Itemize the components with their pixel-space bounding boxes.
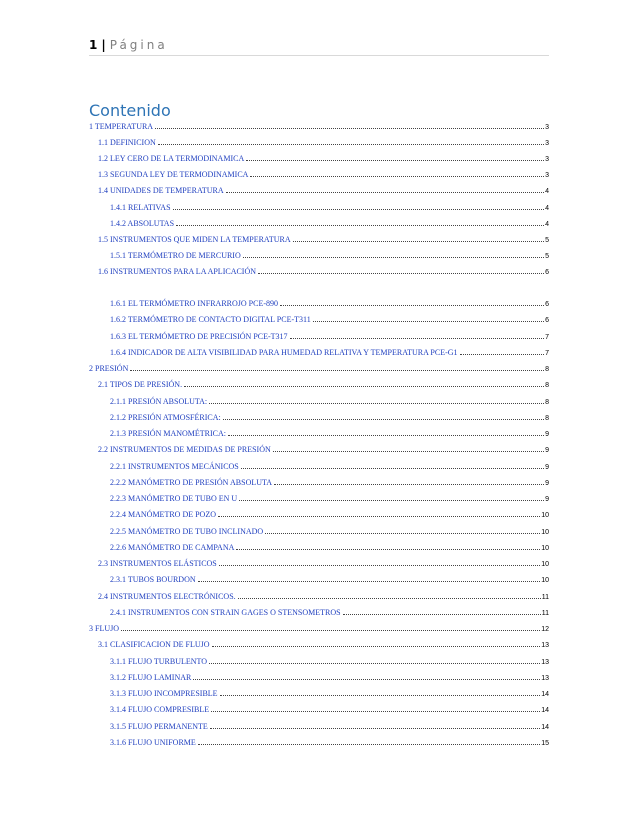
toc-entry[interactable]: [89, 377, 549, 389]
toc-entry-page: 14: [541, 691, 549, 698]
toc-entry-page: 10: [541, 529, 549, 536]
toc-entry-page: 8: [545, 415, 549, 422]
toc-leader-dots: [176, 225, 544, 226]
toc-entry-page: 13: [541, 675, 549, 682]
toc-leader-dots: [184, 386, 544, 387]
toc-leader-dots: [460, 354, 545, 355]
toc-entry-page: 7: [545, 334, 549, 341]
toc-leader-dots: [236, 549, 540, 550]
toc-entry[interactable]: [89, 410, 549, 422]
toc-entry[interactable]: [89, 702, 549, 714]
toc-entry-label: 3.1 CLASIFICACION DE FLUJO: [98, 640, 210, 649]
toc-entry-page: 8: [545, 399, 549, 406]
toc-entry-page: 7: [545, 350, 549, 357]
toc-leader-dots: [241, 468, 544, 469]
toc-entry-label: 2.1 TIPOS DE PRESIÓN.: [98, 380, 183, 389]
toc-leader-dots: [250, 176, 544, 177]
toc-leader-dots: [273, 451, 544, 452]
toc-leader-dots: [218, 516, 540, 517]
toc-entry[interactable]: [89, 572, 549, 584]
toc-entry-page: 8: [545, 382, 549, 389]
toc-entry-page: 14: [541, 724, 549, 731]
page-header: [89, 38, 549, 52]
toc-entry-label: 1.4.2 ABSOLUTAS: [110, 219, 175, 228]
toc-leader-dots: [210, 728, 540, 729]
toc-title: Contenido: [89, 101, 171, 120]
toc-entry[interactable]: [89, 216, 549, 228]
toc-leader-dots: [158, 144, 544, 145]
toc-entry-page: 10: [541, 512, 549, 519]
toc-entry[interactable]: [89, 296, 549, 308]
toc-entry-page: 4: [545, 205, 549, 212]
toc-entry-page: 10: [541, 577, 549, 584]
toc-entry-label: 3 FLUJO: [89, 624, 120, 633]
toc-entry[interactable]: [89, 719, 549, 731]
toc-leader-dots: [220, 695, 541, 696]
toc-leader-dots: [130, 370, 544, 371]
toc-entry-page: 10: [541, 561, 549, 568]
toc-entry-label: 2.2.5 MANÓMETRO DE TUBO INCLINADO: [110, 527, 264, 536]
toc-entry-page: 4: [545, 188, 549, 195]
toc-entry[interactable]: [89, 686, 549, 698]
toc-entry[interactable]: [89, 312, 549, 324]
toc-entry-label: 1.3 SEGUNDA LEY DE TERMODINAMICA: [98, 170, 249, 179]
toc-entry[interactable]: [89, 491, 549, 503]
toc-entry[interactable]: [89, 135, 549, 147]
toc-entry-page: 3: [545, 172, 549, 179]
toc-entry[interactable]: [89, 459, 549, 471]
toc-entry-page: 14: [541, 707, 549, 714]
toc-entry[interactable]: [89, 151, 549, 163]
toc-entry-page: 3: [545, 156, 549, 163]
toc-entry[interactable]: [89, 264, 549, 276]
toc-entry-label: 1.6.1 EL TERMÓMETRO INFRARROJO PCE-890: [110, 299, 279, 308]
toc-leader-dots: [343, 614, 541, 615]
toc-entry-label: 1.6.3 EL TERMÓMETRO DE PRECISIÓN PCE-T317: [110, 332, 288, 341]
toc-leader-dots: [173, 209, 545, 210]
toc-leader-dots: [243, 257, 544, 258]
toc-entry-page: 6: [545, 317, 549, 324]
toc-entry-label: 1.1 DEFINICION: [98, 138, 156, 147]
toc-entry-page: 12: [541, 626, 549, 633]
toc-leader-dots: [155, 128, 544, 129]
toc-leader-dots: [226, 192, 544, 193]
toc-entry-label: 1.5.1 TERMÓMETRO DE MERCURIO: [110, 251, 241, 260]
toc-leader-dots: [228, 435, 544, 436]
toc-entry-page: 9: [545, 480, 549, 487]
toc-leader-dots: [209, 403, 544, 404]
toc-entry-label: 2.2.2 MANÓMETRO DE PRESIÓN ABSOLUTA: [110, 478, 273, 487]
toc-entry[interactable]: [89, 621, 549, 633]
toc-entry-label: 1.6.2 TERMÓMETRO DE CONTACTO DIGITAL PCE-T311: [110, 315, 311, 324]
toc-leader-dots: [274, 484, 544, 485]
toc-entry[interactable]: [89, 524, 549, 536]
toc-entry[interactable]: [89, 637, 549, 649]
toc-entry-label: 3.1.5 FLUJO PERMANENTE: [110, 722, 208, 731]
toc-entry-label: 3.1.6 FLUJO UNIFORME: [110, 738, 196, 747]
toc-entry-label: 2.2 INSTRUMENTOS DE MEDIDAS DE PRESIÓN: [98, 445, 271, 454]
toc-entry-label: 3.1.3 FLUJO INCOMPRESIBLE: [110, 689, 218, 698]
header-separator: |: [101, 38, 106, 52]
toc-entry-label: 1.6 INSTRUMENTOS PARA LA APLICACIÓN: [98, 267, 257, 276]
toc-entry-page: 13: [541, 642, 549, 649]
toc-entry-label: 2.1.2 PRESIÓN ATMOSFÉRICA:: [110, 413, 221, 422]
toc-leader-dots: [219, 565, 540, 566]
toc-entry-page: 11: [541, 610, 549, 617]
toc-entry[interactable]: [89, 361, 549, 373]
toc-entry-label: 3.1.1 FLUJO TURBULENTO: [110, 657, 208, 666]
toc-leader-dots: [246, 160, 544, 161]
toc-entry-label: 3.1.4 FLUJO COMPRESIBLE: [110, 705, 210, 714]
toc-entry-label: 1.4.1 RELATIVAS: [110, 203, 171, 212]
toc-entry[interactable]: [89, 167, 549, 179]
toc-entry-label: 2.1.3 PRESIÓN MANOMÉTRICA:: [110, 429, 227, 438]
toc-entry-page: 3: [545, 140, 549, 147]
toc-entry-label: 2.4.1 INSTRUMENTOS CON STRAIN GAGES O STENSOMETROS: [110, 608, 341, 617]
toc-entry-label: 1.6.4 INDICADOR DE ALTA VISIBILIDAD PARA HUMEDAD RELATIVA Y TEMPERATURA PCE-G1: [110, 348, 458, 357]
toc-leader-dots: [238, 598, 541, 599]
toc-entry-label: 1.2 LEY CERO DE LA TERMODINAMICA: [98, 154, 245, 163]
toc-leader-dots: [198, 744, 540, 745]
toc-entry[interactable]: [89, 540, 549, 552]
toc-leader-dots: [313, 321, 544, 322]
toc-entry[interactable]: [89, 119, 549, 131]
toc-entry[interactable]: [89, 394, 549, 406]
toc-entry-label: 1.5 INSTRUMENTOS QUE MIDEN LA TEMPERATURA: [98, 235, 291, 244]
toc-entry-label: 2.4 INSTRUMENTOS ELECTRÓNICOS.: [98, 592, 236, 601]
toc-leader-dots: [193, 679, 540, 680]
toc-entry-page: 4: [545, 221, 549, 228]
toc-entry-page: 5: [545, 253, 549, 260]
toc-entry-page: 13: [541, 659, 549, 666]
toc-leader-dots: [198, 581, 541, 582]
toc-entry-label: 1.4 UNIDADES DE TEMPERATURA: [98, 186, 224, 195]
toc-leader-dots: [212, 646, 541, 647]
toc-entry-label: 2.2.4 MANÓMETRO DE POZO: [110, 510, 216, 519]
toc-entry-page: 9: [545, 447, 549, 454]
toc-leader-dots: [209, 663, 540, 664]
toc-entry-page: 11: [541, 594, 549, 601]
toc-entry[interactable]: [89, 426, 549, 438]
toc-entry[interactable]: [89, 605, 549, 617]
toc-entry[interactable]: [89, 507, 549, 519]
header-rule: [89, 55, 549, 56]
toc-entry[interactable]: [89, 232, 549, 244]
toc-entry-label: 2.2.6 MANÓMETRO DE CAMPANA: [110, 543, 235, 552]
toc-entry[interactable]: [89, 200, 549, 212]
toc-entry-label: 2.2.1 INSTRUMENTOS MECÁNICOS: [110, 462, 239, 471]
toc-entry[interactable]: [89, 670, 549, 682]
toc-entry[interactable]: [89, 183, 549, 195]
toc-entry-page: 9: [545, 431, 549, 438]
toc-entry-page: 6: [545, 269, 549, 276]
toc-leader-dots: [293, 241, 544, 242]
toc-entry-label: 2.1.1 PRESIÓN ABSOLUTA:: [110, 397, 208, 406]
toc-entry-page: 6: [545, 301, 549, 308]
toc-entry-label: 2.3 INSTRUMENTOS ELÁSTICOS: [98, 559, 217, 568]
toc-entry-page: 8: [545, 366, 549, 373]
toc-entry[interactable]: [89, 475, 549, 487]
toc-entry-label: 1 TEMPERATURA: [89, 122, 154, 131]
toc-entry[interactable]: [89, 248, 549, 260]
toc-entry[interactable]: [89, 442, 549, 454]
toc-entry-page: 15: [541, 740, 549, 747]
toc-leader-dots: [121, 630, 540, 631]
toc-leader-dots: [239, 500, 544, 501]
toc-entry-label: 2.3.1 TUBOS BOURDON: [110, 575, 196, 584]
toc-entry-label: 2 PRESIÓN: [89, 364, 129, 373]
toc-entry-page: 9: [545, 496, 549, 503]
toc-entry[interactable]: [89, 556, 549, 568]
toc-entry[interactable]: [89, 329, 549, 341]
toc-leader-dots: [290, 338, 545, 339]
toc-entry[interactable]: [89, 345, 549, 357]
toc-entry-label: 3.1.2 FLUJO LAMINAR: [110, 673, 192, 682]
toc-entry-page: 3: [545, 124, 549, 131]
toc-entry[interactable]: [89, 589, 549, 601]
toc-entry-page: 9: [545, 464, 549, 471]
toc-entry[interactable]: [89, 735, 549, 747]
toc-entry[interactable]: [89, 654, 549, 666]
toc-leader-dots: [258, 273, 544, 274]
toc-leader-dots: [265, 533, 540, 534]
toc-entry-page: 10: [541, 545, 549, 552]
toc-leader-dots: [211, 711, 540, 712]
toc-entry-page: 5: [545, 237, 549, 244]
toc-leader-dots: [280, 305, 544, 306]
header-page-number: 1: [89, 38, 98, 52]
toc-entry-label: 2.2.3 MANÓMETRO DE TUBO EN U: [110, 494, 238, 503]
header-page-word: Página: [109, 38, 168, 52]
toc-leader-dots: [223, 419, 544, 420]
